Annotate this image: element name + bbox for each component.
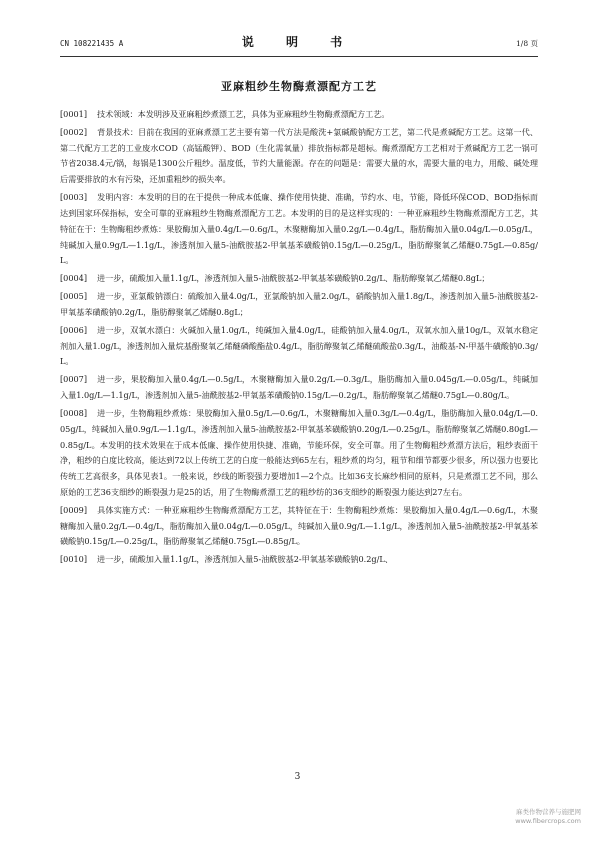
paragraph-text: 技术领域：本发明涉及亚麻粗纱煮漂工艺，具体为亚麻粗纱生物酶煮漂配方工艺。 [97,109,390,119]
page-header [60,37,538,51]
paragraph-text: 进一步，亚氯酸钠漂白：硫酸加入量4.0g/L，亚氯酸钠加入量2.0g/L，硝酸钠加入量1.8g/L，渗透剂加入量5-油酰胺基2-甲氧基苯磺酸钠0.2g/L，脂肪醇聚氧乙烯醚0.8gL； [60,291,538,317]
paragraph [60,323,538,370]
paragraph-number: [0005] [60,291,88,302]
paragraph [60,372,538,404]
patent-number: CN 108221435 A [60,39,124,48]
paragraph-text: 发明内容：本发明的目的在于提供一种成本低廉、操作使用快捷、准确，节约水、电，节能，降低环保COD、BOD指标而达到国家环保指标，安全可靠的亚麻粗纱生物酶煮漂配方工艺。本发明的目的是这样实现的：一种亚麻粗纱生物酶煮漂配方工艺，其特征在于：生物酶粗纱煮炼：果胶酶加入量0.4g/L—0.6g/L，木聚糖酶加入量0.2g/L—0.4g/L，脂肪酶加入量0.04g/L—0.05g/L，纯碱加入量0.9g/L—1.1g/L，渗透剂加入量5-油酰胺基2-甲氧基苯磺酸钠0.15g/L—0.25g/L，脂肪醇聚氧乙烯醚0.75gL—0.85g/L。 [60,192,538,266]
page-number: 3 [294,772,301,782]
header-rule [60,56,538,57]
paragraph [60,271,538,287]
paragraph-text: 进一步，硫酸加入量1.1g/L，渗透剂加入量5-油酰胺基2-甲氧基苯磺酸钠0.2g/L、脂肪醇聚氧乙烯醚0.8gL； [97,273,490,284]
paragraph [60,289,538,321]
paragraph-text: 进一步，果胶酶加入量0.4g/L—0.5g/L，木聚糖酶加入量0.2g/L—0.3g/L，脂肪酶加入量0.045g/L—0.05g/L，纯碱加入量1.0g/L—1.1g/L，渗透剂加入量5-油酰胺基2-甲氧基苯磺酸钠0.15g/L—0.2g/L，脂肪醇聚氧乙烯醚0.75gL—0.80g/L。 [60,374,538,401]
document-title: 亚麻粗纱生物酶煮漂配方工艺 [221,80,377,93]
paragraph-number: [0009] [60,504,88,515]
paragraph-number: [0004] [60,273,88,284]
site-watermark [515,808,581,826]
paragraph-number: [0006] [60,324,88,335]
document-body [60,107,538,570]
paragraph-text: 进一步，双氧水漂白：火碱加入量1.0g/L，纯碱加入量4.0g/L，硅酸钠加入量4.0g/L，双氧水加入量10g/L，双氧水稳定剂加入量1.0g/L，渗透剂加入量烷基酚聚氧乙烯醚磷酸酯盐0.4g/L，脂肪醇聚氧乙烯醚硫酸盐0.3g/L，油酸基-N-甲基牛磺酸钠0.3g/L。 [60,324,538,367]
paragraph-number: [0010] [60,554,88,565]
watermark-url: www.fibercrops.com [515,817,581,825]
paragraph [60,503,538,550]
paragraph-number: [0002] [60,126,88,137]
paragraph [60,552,538,568]
paragraph-text: 进一步，生物酶粗纱煮炼：果胶酶加入量0.5g/L—0.6g/L，木聚糖酶加入量0.3g/L—0.4g/L，脂肪酶加入量0.04g/L—0.05g/L，纯碱加入量0.9g/L—1.1g/L，渗透剂加入量5-油酰胺基2-甲氧基苯磺酸钠0.20g/L—0.25g/L，脂肪醇聚氧乙烯醚0.80gL—0.85g/L。本发明的技术效果在于成本低廉、操作使用快捷、准确，节能环保，安全可靠。用了生物酶粗纱煮漂方法后，粗纱表面干净，粗纱的白度比较高，能达到72以上传统工艺的白度一般能达到65左右，粗纱煮的均匀，粗节和细节都要少很多，所以强力也要比传统工艺高很多，具体见表1。一般来说，纱线的断裂强力要增加1—2个点。比如36支长麻纱相同的原料，只是煮漂工艺不同，那么原始的工艺36支细纱的断裂强力是25的话，用了生物酶煮漂工艺的粗纱纺的36支细纱的断裂强力能达到27左右。 [60,408,538,497]
document-type: 说 明 书 [241,35,357,49]
paragraph-text: 具体实施方式：一种亚麻粗纱生物酶煮漂配方工艺，其特征在于：生物酶粗纱煮炼：果胶酶加入量0.4g/L—0.6g/L，木聚糖酶加入量0.2g/L—0.4g/L，脂肪酶加入量0.04g/L—0.05g/L，纯碱加入量0.9g/L—1.1g/L，渗透剂加入量5-油酰胺基2-甲氧基苯磺酸钠0.15g/L—0.25g/L，脂肪醇聚氧乙烯醚0.75gL—0.85g/L。 [60,504,538,547]
paragraph-number: [0008] [60,408,88,418]
paragraph-text: 进一步，硫酸加入量1.1g/L，渗透剂加入量5-油酰胺基2-甲氧基苯磺酸钠0.2g/L、 [97,554,393,565]
watermark-name: 麻类作物营养与施肥网 [516,808,581,816]
paragraph-text: 背景技术：目前在我国的亚麻煮漂工艺主要有第一代方法是酸洗+氯碱酸钠配方工艺，第二代是煮碱配方工艺。这第一代、第二代配方工艺的工业废水COD（高锰酸钾）、BOD（生化需氧量）排放指标都是超标。酶煮漂配方工艺相对于煮碱配方工艺一锅可节省2038.4元/锅，每锅是1300公斤粗纱。温度低，节约大量能源。存在的问题是：需要大量的水，需要大量的电力，用酸、碱处理后需要排放的水有污染，还加重粗纱的损失率。 [60,126,538,185]
paragraph [60,190,538,269]
paragraph-number: [0007] [60,374,88,385]
page-count: 1/8 页 [516,39,538,48]
paragraph [60,107,538,123]
paragraph [60,406,538,501]
paragraph-number: [0003] [60,192,88,203]
paragraph-number: [0001] [60,109,88,119]
paragraph [60,125,538,188]
